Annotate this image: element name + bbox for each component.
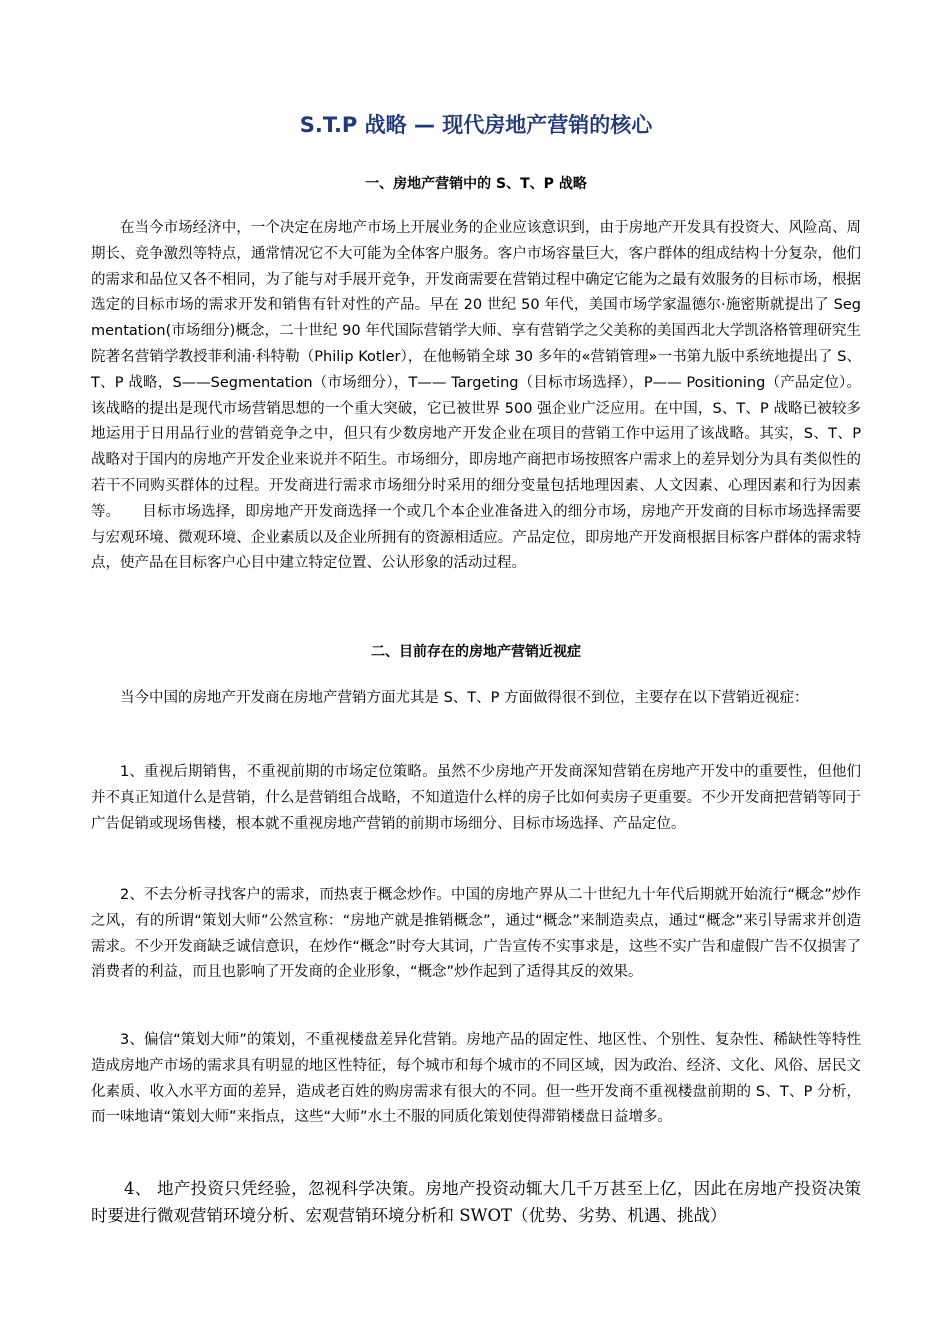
section-2-paragraph-intro: 当今中国的房地产开发商在房地产营销方面尤其是 S、T、P 方面做得很不到位，主要存在以下营销近视症：: [120, 690, 809, 706]
section-2-paragraph-point-1: 1、重视后期销售，不重视前期的市场定位策略。虽然不少房地产开发商深知营销在房地产开发中的重要性，但他们并不真正知道什么是营销，什么是营销组合战略，不知道造什么样的房子比如何卖房子更重要。不少开发商把营销等同于广告促销或现场售楼，根本就不重视房地产营销的前期市场细分、目标市场选择、产品定位。: [91, 764, 861, 832]
section-2-paragraph-point-3: 3、偏信“策划大师”的策划，不重视楼盘差异化营销。房地产品的固定性、地区性、个别性、复杂性、稀缺性等特性造成房地产市场的需求具有明显的地区性特征，每个城市和每个城市的不同区域，因为政治、经济、文化、风俗、居民文化素质、收入水平方面的差异，造成老百姓的购房需求有很大的不同。但一些开发商不重视楼盘前期的 S、T、P 分析，而一味地请“策划大师”来指点，这些“大师”水土不服的同质化策划使得滞销楼盘日益增多。: [91, 1032, 861, 1126]
section-1-paragraph: 在当今市场经济中，一个决定在房地产市场上开展业务的企业应该意识到，由于房地产开发具有投资大、风险高、周期长、竞争激烈等特点，通常情况它不大可能为全体客户服务。客户市场容量巨大，客户群体的组成结构十分复杂，他们的需求和品位又各不相同，为了能与对手展开竞争，开发商需要在营销过程中确定它能为之最有效服务的目标市场，根据选定的目标市场的需求开发和销售有针对性的产品。早在 20 世纪 50 年代，美国市场学家温德尔·施密斯就提出了 Segmentation(市场细分)概念，二十世纪 90 年代国际营销学大师、享有营销学之父美称的美国西北大学凯洛格管理研究生院著名营销学教授菲利浦·科特勒（Philip Kotler），在他畅销全球 30 多年的«营销管理»一书第九版中系统地提出了 S、T、P 战略，S——Segmentation（市场细分），T—— Targeting（目标市场选择），P—— Positioning（产品定位）。该战略的提出是现代市场营销思想的一个重大突破，它已被世界 500 强企业广泛应用。在中国，S、T、P 战略已被较多地运用于日用品行业的营销竞争之中，但只有少数房地产开发企业在项目的营销工作中运用了该战略。其实，S、T、P 战略对于国内的房地产开发企业来说并不陌生。市场细分，即房地产商把市场按照客户需求上的差异划分为具有类似性的若干不同购买群体的过程。开发商进行需求市场细分时采用的细分变量包括地理因素、人文因素、心理因素和行为因素等。 目标市场选择，即房地产开发商选择一个或几个本企业准备进入的细分市场，房地产开发商的目标市场选择需要与宏观环境、微观环境、企业素质以及企业所拥有的资源相适应。产品定位，即房地产开发商根据目标客户群体的需求特点，使产品在目标客户心目中建立特定位置、公认形象的活动过程。: [91, 220, 861, 572]
section-2-paragraph-point-2: 2、不去分析寻找客户的需求，而热衷于概念炒作。中国的房地产界从二十世纪九十年代后期就开始流行“概念”炒作之风，有的所谓“策划大师”公然宣称：“房地产就是推销概念”，通过“概念”来制造卖点，通过“概念”来引导需求并创造需求。不少开发商缺乏诚信意识，在炒作“概念”时夸大其词，广告宣传不实事求是，这些不实广告和虚假广告不仅损害了消费者的利益，而且也影响了开发商的企业形象，“概念”炒作起到了适得其反的效果。: [91, 887, 861, 981]
section-heading-1: 一、房地产营销中的 S、T、P 战略: [365, 176, 587, 192]
section-heading-2: 二、目前存在的房地产营销近视症: [371, 644, 581, 660]
section-2-paragraph-point-4: 4、 地产投资只凭经验，忽视科学决策。房地产投资动辄大几千万甚至上亿，因此在房地产投资决策时要进行微观营销环境分析、宏观营销环境分析和 SWOT（优势、劣势、机遇、挑战）: [91, 1179, 861, 1225]
document-title: S.T.P 战略 — 现代房地产营销的核心: [299, 113, 653, 137]
